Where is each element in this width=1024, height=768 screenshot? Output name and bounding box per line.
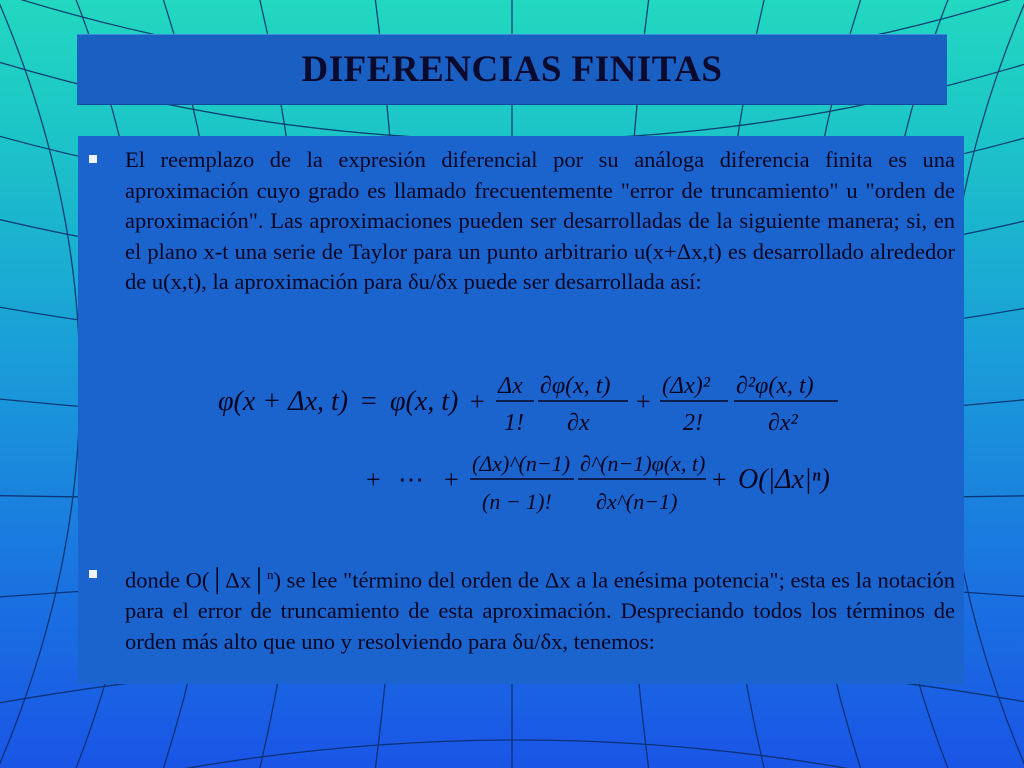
equation-plus-c: +	[712, 465, 727, 494]
term2-den-a: 2!	[683, 410, 703, 436]
term1-num-b: ∂φ(x, t)	[540, 373, 611, 399]
equation-plus-1: +	[470, 387, 485, 416]
paragraph-truncation-sup: n	[267, 567, 274, 582]
term2-num-a: (Δx)²	[662, 373, 710, 399]
termn-num-a: (Δx)^(n−1)	[472, 451, 571, 476]
content-panel	[78, 136, 964, 684]
square-bullet-icon	[89, 570, 97, 578]
term2-num-b: ∂²φ(x, t)	[736, 373, 814, 399]
termn-den-b: ∂x^(n−1)	[596, 489, 678, 514]
title-bar	[77, 34, 947, 105]
equation-term0: φ(x, t)	[390, 386, 459, 417]
paragraph-truncation-text-b: ) se lee "término del orden de Δx a la enésima potencia"; esta es la notación para el error de truncamiento de esta aproximación. Despreciando todos los términos de orden más alto que uno y resolviendo para δu/δx, tenemos:	[125, 567, 955, 654]
term1-den-a: 1!	[504, 410, 524, 436]
term1-num-a: Δx	[498, 373, 523, 399]
paragraph-intro-text: El reemplazo de la expresión diferencial por su análoga diferencia finita es una aproximación cuyo grado es llamado frecuentemente "error de truncamiento" u "orden de aproximación". Las aproximaciones pueden ser desarrolladas de la siguiente manera; si, en el plano x-t una serie de Taylor para un punto arbitrario u(x+Δx,t) es desarrollado alrededor de u(x,t), la aproximación para δu/δx puede ser desarrollada así:	[125, 147, 955, 295]
equation-ellipsis: ⋯	[398, 465, 424, 494]
equation-equals: =	[361, 386, 377, 417]
termn-den-a: (n − 1)!	[482, 489, 552, 514]
equation-plus-a: +	[366, 465, 381, 494]
term1-den-b: ∂x	[567, 410, 590, 436]
paragraph-truncation	[125, 560, 955, 657]
equation-plus-2: +	[636, 387, 651, 416]
equation-lhs: φ(x + Δx, t)	[218, 386, 349, 417]
paragraph-truncation-text-a: donde O(│Δx│	[125, 567, 268, 593]
term2-den-b: ∂x²	[768, 410, 798, 436]
slide-title: DIFERENCIAS FINITAS	[301, 49, 723, 90]
equation-plus-b: +	[444, 465, 459, 494]
equation-remainder: O(|Δx|ⁿ)	[738, 464, 830, 495]
termn-num-b: ∂^(n−1)φ(x, t)	[580, 451, 706, 476]
